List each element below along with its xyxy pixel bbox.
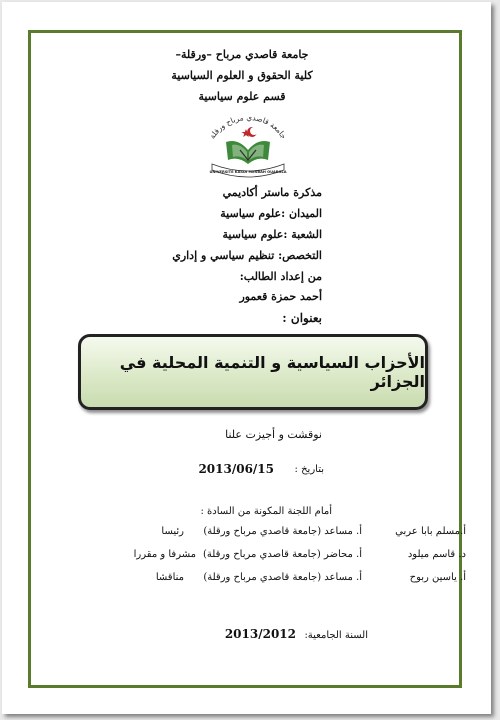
university-logo-emblem xyxy=(200,112,296,182)
thesis-type: مذكرة ماستر أكاديمي xyxy=(222,186,322,199)
student-name: أحمد حمزة قعمور xyxy=(239,290,322,303)
committee-member-rank-3: أ. مساعد (جامعة قاصدي مرباح ورقلة) xyxy=(203,572,362,583)
title-label: بعنوان : xyxy=(282,311,322,325)
committee-member-rank-1: أ. مساعد (جامعة قاصدي مرباح ورقلة) xyxy=(203,526,362,537)
document-page xyxy=(2,2,491,714)
thesis-title-box xyxy=(78,334,428,410)
department-name: قسم علوم سياسية xyxy=(198,90,286,103)
academic-year-value: 2013/2012 xyxy=(224,627,296,641)
faculty-name: كلية الحقوق و العلوم السياسية xyxy=(171,69,313,82)
logo-arc-text: جامعة قاصدي مرباح ورقلة xyxy=(207,112,289,141)
committee-member-name-2: د. قاسم ميلود xyxy=(407,549,466,560)
committee-member-name-3: أ. ياسين ربوح xyxy=(409,572,466,583)
logo-ribbon-text: UNIVERSITE KASDI MERBAH OUARGLA xyxy=(209,170,287,174)
committee-member-role-3: مناقشا xyxy=(155,572,184,583)
thesis-field: الميدان :علوم سياسية xyxy=(220,207,322,220)
defense-statement: نوقشت و أجيزت علنا xyxy=(225,428,322,441)
prepared-by-label: من إعداد الطالب: xyxy=(239,270,322,283)
defense-date: 2013/06/15 xyxy=(198,462,274,476)
thesis-title: الأحزاب السياسية و التنمية المحلية في الجزائر xyxy=(119,353,425,391)
committee-member-name-1: أ.مسلم بابا عربي xyxy=(395,526,466,537)
thesis-branch: الشعبة :علوم سياسية xyxy=(222,228,322,241)
academic-year-label: السنة الجامعية: xyxy=(304,630,368,641)
thesis-specialty: التخصص: تنظيم سياسي و إداري xyxy=(172,249,322,262)
university-name: جامعة قاصدي مرباح –ورقلة– xyxy=(175,48,309,61)
committee-label: أمام اللجنة المكونة من السادة : xyxy=(200,506,332,517)
committee-member-role-2: مشرفا و مقررا xyxy=(133,549,196,560)
committee-member-rank-2: أ. محاضر (جامعة قاصدي مرباح ورقلة) xyxy=(203,549,362,560)
defense-date-label: بتاريخ : xyxy=(294,464,324,475)
committee-member-role-1: رئيسا xyxy=(161,526,184,537)
